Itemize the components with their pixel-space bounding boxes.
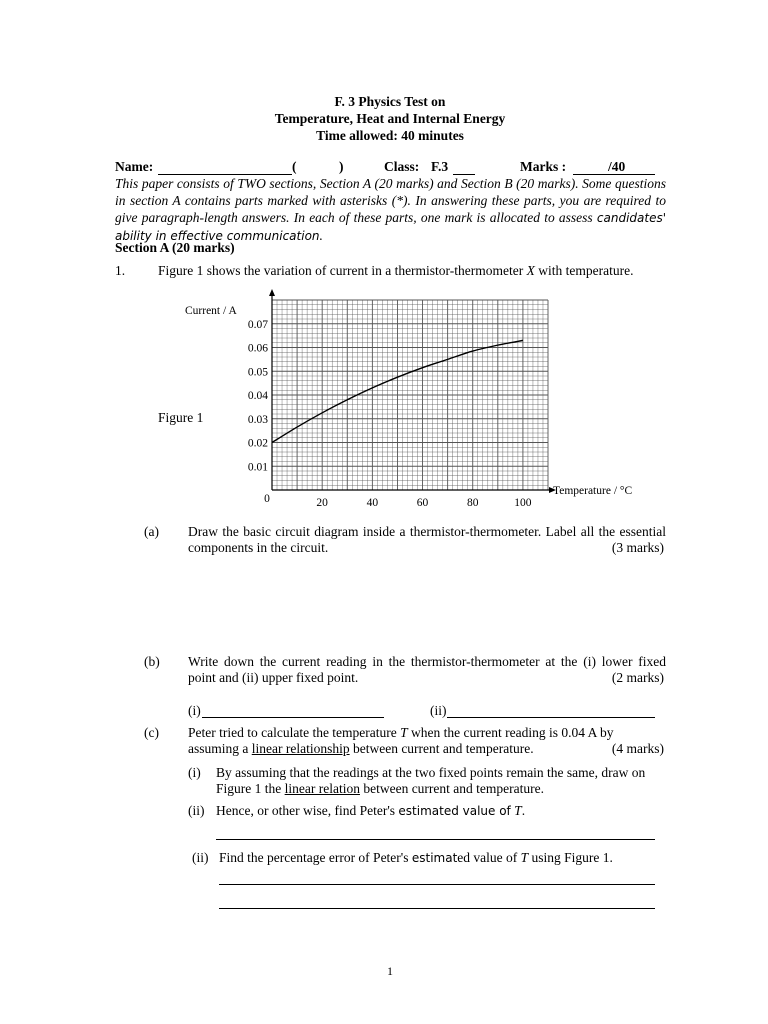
figure-label: Figure 1 xyxy=(158,410,204,425)
x-tick-label: 60 xyxy=(416,497,429,509)
paren-close: ) xyxy=(339,159,344,174)
qc-sub-iii-post: using Figure 1. xyxy=(528,850,613,865)
q1-text-post: with temperature. xyxy=(534,263,634,278)
paren-open: ( xyxy=(292,159,297,174)
page-number: 1 xyxy=(387,964,393,978)
x-tick-label: 80 xyxy=(466,497,479,509)
qb-label: (b) xyxy=(144,654,160,669)
qc-sub-i-line1: By assuming that the readings at the two fixed points remain the same, draw on xyxy=(216,765,646,780)
q1-number: 1. xyxy=(115,263,126,278)
qb-marks: (2 marks) xyxy=(611,670,664,685)
qc-sub-iii-mid: ed value of xyxy=(457,850,521,865)
qb-answer-i-blank[interactable] xyxy=(202,717,384,718)
intro-end: . xyxy=(319,228,323,243)
y-tick-label: 0.06 xyxy=(247,342,268,355)
qc-line2-pre: assuming a xyxy=(188,741,252,756)
qc-sub-i-underlined: linear relation xyxy=(284,781,360,796)
qc-sub-i-line2-pre: Figure 1 the xyxy=(216,781,285,796)
marks-label: Marks : xyxy=(520,159,567,174)
qc-line1-var: T xyxy=(400,725,408,740)
qc-marks: (4 marks) xyxy=(611,741,664,756)
qa-label: (a) xyxy=(144,524,159,539)
qc-sub-iii-var: T xyxy=(520,850,529,865)
qc-sub-i-line2-post: between current and temperature. xyxy=(359,781,544,796)
qc-line1-pre: Peter tried to calculate the temperature xyxy=(188,725,401,740)
qc-sub-i-label: (i) xyxy=(188,765,201,780)
y-tick-label: 0.04 xyxy=(247,390,268,402)
y-axis-arrow xyxy=(269,289,275,296)
intro-main: This paper consists of TWO sections, Section A (20 marks) and Section B (20 marks). Some questions in section A contains parts marked with asterisks (*). In answering these parts, you are required to give paragraph-length answers. In each of these parts, one mark is allocated to assess xyxy=(115,176,666,225)
qb-answer-ii-blank[interactable] xyxy=(447,717,655,718)
qc-sub-iii-pre: Find the percentage error of Peter's xyxy=(219,850,412,865)
qc-sub-iii-answer-line-2[interactable] xyxy=(219,908,655,909)
x-tick-label: 0 xyxy=(264,493,270,505)
qc-line1-post: when the current reading is 0.04 A by xyxy=(407,725,614,740)
chart-grid xyxy=(272,300,548,490)
y-tick-label: 0.03 xyxy=(247,413,268,426)
class-value: F.3 xyxy=(431,159,449,174)
test-topic: Temperature, Heat and Internal Energy xyxy=(274,111,506,126)
y-tick-label: 0.05 xyxy=(247,366,268,379)
qc-line2 xyxy=(188,741,534,757)
class-label: Class: xyxy=(384,159,420,174)
qc-line1 xyxy=(188,725,614,741)
qc-sub-ii-label: (ii) xyxy=(188,803,205,818)
section-a-heading: Section A (20 marks) xyxy=(115,240,235,255)
marks-total: /40 xyxy=(608,159,626,174)
x-tick-label: 20 xyxy=(316,497,328,509)
y-tick-label: 0.07 xyxy=(247,318,268,331)
qb-answer-i-label: (i) xyxy=(188,703,201,718)
qb-answer-ii-label: (ii) xyxy=(430,703,447,718)
qc-line2-underlined: linear relationship xyxy=(251,741,350,756)
qc-sub-i-line2 xyxy=(216,781,544,797)
name-label: Name: xyxy=(115,159,154,174)
qa-marks: (3 marks) xyxy=(611,540,664,555)
qc-sub-ii-end: . xyxy=(521,803,526,818)
qc-sub-ii-text xyxy=(216,803,525,819)
qc-sub-ii-var: T xyxy=(514,803,522,818)
qc-sub-iii-label: (ii) xyxy=(192,850,209,865)
y-axis-label: Current / A xyxy=(185,305,237,317)
y-tick-label: 0.02 xyxy=(247,437,268,450)
qc-line2-post: between current and temperature. xyxy=(349,741,534,756)
qb-text: Write down the current reading in the thermistor-thermometer at the (i) lower fixed point and (ii) upper fixed point. xyxy=(188,654,666,685)
qc-sub-iii-text xyxy=(219,850,613,866)
time-allowed: Time allowed: 40 minutes xyxy=(316,128,464,143)
x-tick-label: 100 xyxy=(514,497,532,509)
intro-last: candidates' ability in effective communication xyxy=(115,211,667,243)
qc-sub-ii-answer-line[interactable] xyxy=(216,839,655,840)
q1-text-pre: Figure 1 shows the variation of current in a thermistor-thermometer xyxy=(158,263,527,278)
test-title: F. 3 Physics Test on xyxy=(334,94,446,109)
qa-text: Draw the basic circuit diagram inside a thermistor-thermometer. Label all the essential components in the circuit. xyxy=(188,524,666,555)
x-tick-label: 40 xyxy=(366,497,379,509)
qc-label: (c) xyxy=(144,725,159,740)
qc-sub-ii-pre: Hence, or other wise, find Peter's xyxy=(216,803,399,818)
x-axis-label: Temperature / °C xyxy=(553,485,633,497)
q1-text-var: X xyxy=(526,263,535,278)
qc-sub-iii-answer-line-1[interactable] xyxy=(219,884,655,885)
qc-sub-iii-sans: estimat xyxy=(411,851,458,865)
y-tick-label: 0.01 xyxy=(247,461,268,474)
qc-sub-ii-sans: estimated value of xyxy=(398,804,511,818)
